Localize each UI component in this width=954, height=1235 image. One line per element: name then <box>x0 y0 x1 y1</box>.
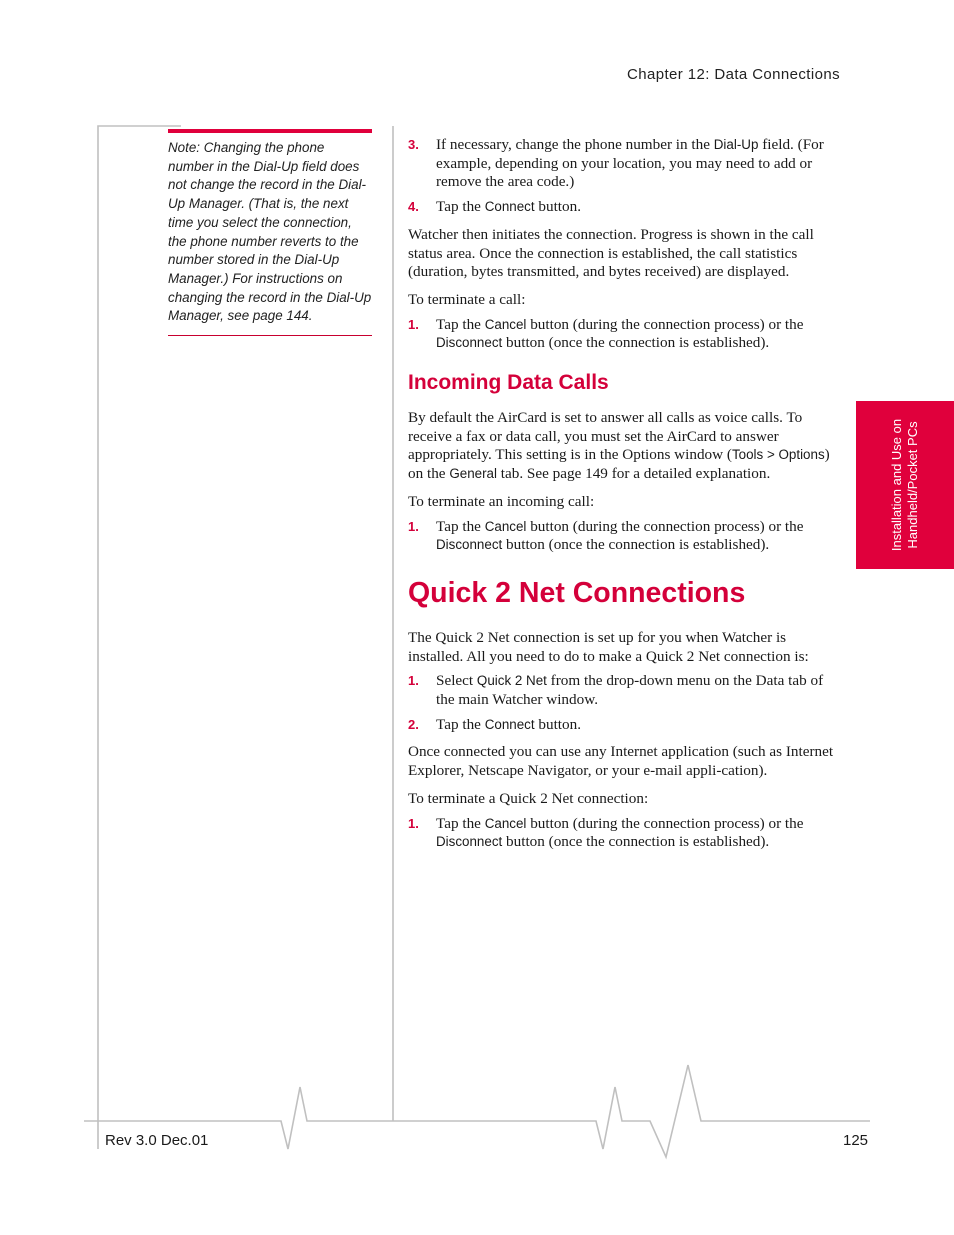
sidebar-note: Note: Changing the phone number in the Dial-Up field does not change the record in the Dial-Up Manager. (That is, the next time you select the connection, the phone number reverts to the number stored in the Dial-Up Manager.) For instructions on changing the record in the Dial-Up Manager, see page 144. <box>168 129 372 336</box>
paragraph-default-answer <box>408 409 840 484</box>
paragraph-once-connected: Once connected you can use any Internet application (such as Internet Explorer, Netscape Navigator, or your e-mail appli-cation). <box>408 743 834 780</box>
paragraph-progress: Watcher then initiates the connection. Progress is shown in the call status area. Once the connection is established, the call statistics (duration, bytes transmitted, and bytes received) are displayed. <box>408 225 814 281</box>
step-4-tap-connect <box>408 198 840 217</box>
ui-term-connect: Connect <box>484 716 535 732</box>
step-text: Tap the <box>436 315 485 333</box>
ui-term-connect: Connect <box>484 199 535 215</box>
step-number: 3. <box>408 137 419 152</box>
step-3-change-number <box>408 136 840 192</box>
ui-term-cancel: Cancel <box>484 518 527 534</box>
ui-term-cancel: Cancel <box>484 316 527 332</box>
ui-term-disconnect: Disconnect <box>436 834 503 850</box>
paragraph-quick-2-net-intro: The Quick 2 Net connection is set up for you when Watcher is installed. All you need to do to make a Quick 2 Net connection is: <box>408 628 809 665</box>
ui-term-tools-options: Tools > Options <box>731 447 825 463</box>
heading-incoming-data-calls: Incoming Data Calls <box>408 371 609 395</box>
paragraph-terminate-incoming: To terminate an incoming call: <box>408 492 595 510</box>
step-text: button (once the connection is established). <box>502 334 770 352</box>
footer-revision: Rev 3.0 Dec.01 <box>105 1132 209 1149</box>
step-text: If necessary, change the phone number in the <box>436 136 714 153</box>
step-1-cancel-disconnect <box>408 316 840 353</box>
chapter-header: Chapter 12: Data Connections <box>627 66 840 83</box>
step-number: 4. <box>408 199 419 215</box>
step-2-tap-connect <box>408 716 840 735</box>
ui-term-disconnect: Disconnect <box>436 537 503 553</box>
step-text: Tap the <box>436 198 485 216</box>
paragraph-terminate-quick-2-net: To terminate a Quick 2 Net connection: <box>408 789 649 807</box>
step-text: Tap the <box>436 517 485 535</box>
ui-term-cancel: Cancel <box>484 815 527 831</box>
step-number: 1. <box>408 316 419 332</box>
step-text: button (once the connection is established). <box>502 833 770 851</box>
step-1-cancel-disconnect-incoming <box>408 518 840 555</box>
ui-term-disconnect: Disconnect <box>436 335 503 351</box>
step-text: field. (For example, depending on your location, you may need to add or remove the area code.) <box>436 136 824 191</box>
step-1-cancel-disconnect-quick-2-net <box>408 815 840 852</box>
ui-term-dial-up: Dial-Up <box>713 137 759 152</box>
chapter-side-tab <box>856 401 954 569</box>
ui-term-quick-2-net: Quick 2 Net <box>476 673 547 689</box>
para-text: tab. See page 149 for a detailed explanation. <box>496 465 771 483</box>
step-text: button (during the connection process) or the <box>526 814 804 832</box>
side-tab-line-1: Installation and Use on <box>889 418 904 552</box>
step-text: Tap the <box>436 814 485 832</box>
para-text: ) on the <box>408 446 830 483</box>
step-number: 1. <box>408 518 419 534</box>
step-text: button. <box>534 715 581 733</box>
step-text: button. <box>534 198 581 216</box>
footer-page-number: 125 <box>843 1132 869 1149</box>
step-number: 2. <box>408 716 419 732</box>
side-tab-label <box>856 401 954 569</box>
main-column <box>408 136 840 858</box>
step-1-select-quick-2-net <box>408 672 840 709</box>
step-text: button (once the connection is established). <box>502 536 770 554</box>
step-number: 1. <box>408 673 419 689</box>
step-text: Select <box>436 672 477 690</box>
step-number: 1. <box>408 815 419 831</box>
step-text: button (during the connection process) or the <box>526 517 804 535</box>
heading-quick-2-net: Quick 2 Net Connections <box>408 576 746 609</box>
step-text: Tap the <box>436 715 485 733</box>
side-tab-line-2: Handheld/Pocket PCs <box>905 421 920 549</box>
paragraph-terminate-call: To terminate a call: <box>408 290 526 308</box>
para-text: By default the AirCard is set to answer all calls as voice calls. To receive a fax or data call, you must set the AirCard to answer appropriately. This setting is in the Options window ( <box>408 409 803 464</box>
step-text: from the drop-down menu on the Data tab of the main Watcher window. <box>436 672 824 709</box>
step-text: button (during the connection process) or the <box>526 315 804 333</box>
ui-term-general: General <box>449 466 497 482</box>
